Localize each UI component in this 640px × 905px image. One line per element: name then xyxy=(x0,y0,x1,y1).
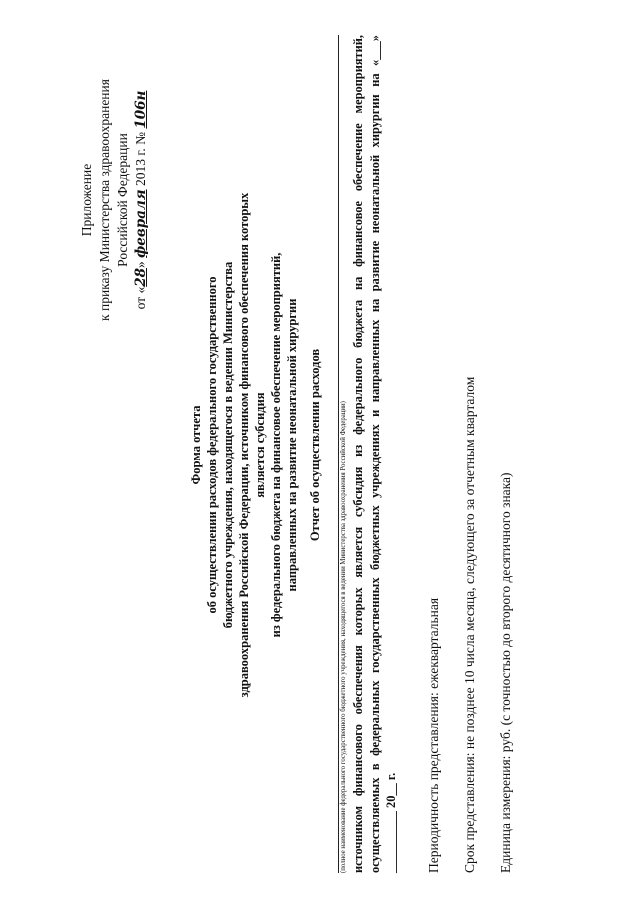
form-title-line: об осуществлении расходов федерального государственного xyxy=(205,276,219,614)
form-title-line: здравоохранения Российской Федерации, источником финансового обеспечения которых является субсидия xyxy=(237,192,267,698)
report-body-text: источником финансового обеспечения которых является субсидия из федерального бюджета на финансовое обеспечение мероприятий, осуществляемых в федеральных государственных бюджетных учреждениях и направленных на развитие неонатальной хирургии на «___» __________ 20__ г. xyxy=(351,35,398,873)
institution-fill-line xyxy=(338,35,339,873)
periodicity-line: Периодичность представления: ежеквартальная xyxy=(426,597,441,873)
form-title-line: направленных на развитие неонатальной хирургии xyxy=(285,298,299,592)
date-mid: » xyxy=(133,257,148,268)
form-title xyxy=(188,185,300,705)
date-prefix: от « xyxy=(133,286,148,310)
form-title-line: Форма отчета xyxy=(189,405,203,485)
form-title-line: из федерального бюджета на финансовое обеспечение мероприятий, xyxy=(269,252,283,638)
handwritten-day: 28 xyxy=(133,268,149,287)
appendix-date-line xyxy=(132,35,150,365)
report-title: Отчет об осуществлении расходов xyxy=(308,348,322,542)
appendix-country: Российской Федерации xyxy=(115,133,130,267)
handwritten-month: февраля xyxy=(133,189,149,258)
appendix-header xyxy=(78,35,150,365)
appendix-order-ref: к приказу Министерства здравоохранения xyxy=(97,79,112,321)
unit-line: Единица измерения: руб. (с точностью до второго десятичного знака) xyxy=(498,472,513,873)
handwritten-number: 106н xyxy=(133,90,149,129)
date-year: 2013 г. № xyxy=(133,128,148,190)
form-title-line: бюджетного учреждения, находящегося в ведении Министерства xyxy=(221,261,235,629)
institution-caption: (полное наименование федерального государственного бюджетного учреждения, находящегося в ведении Министерства здравоохранения Российской Федерации) xyxy=(340,401,347,873)
deadline-line: Срок представления: не позднее 10 числа месяца, следующего за отчетным кварталом xyxy=(462,376,477,873)
appendix-label: Приложение xyxy=(79,163,94,237)
